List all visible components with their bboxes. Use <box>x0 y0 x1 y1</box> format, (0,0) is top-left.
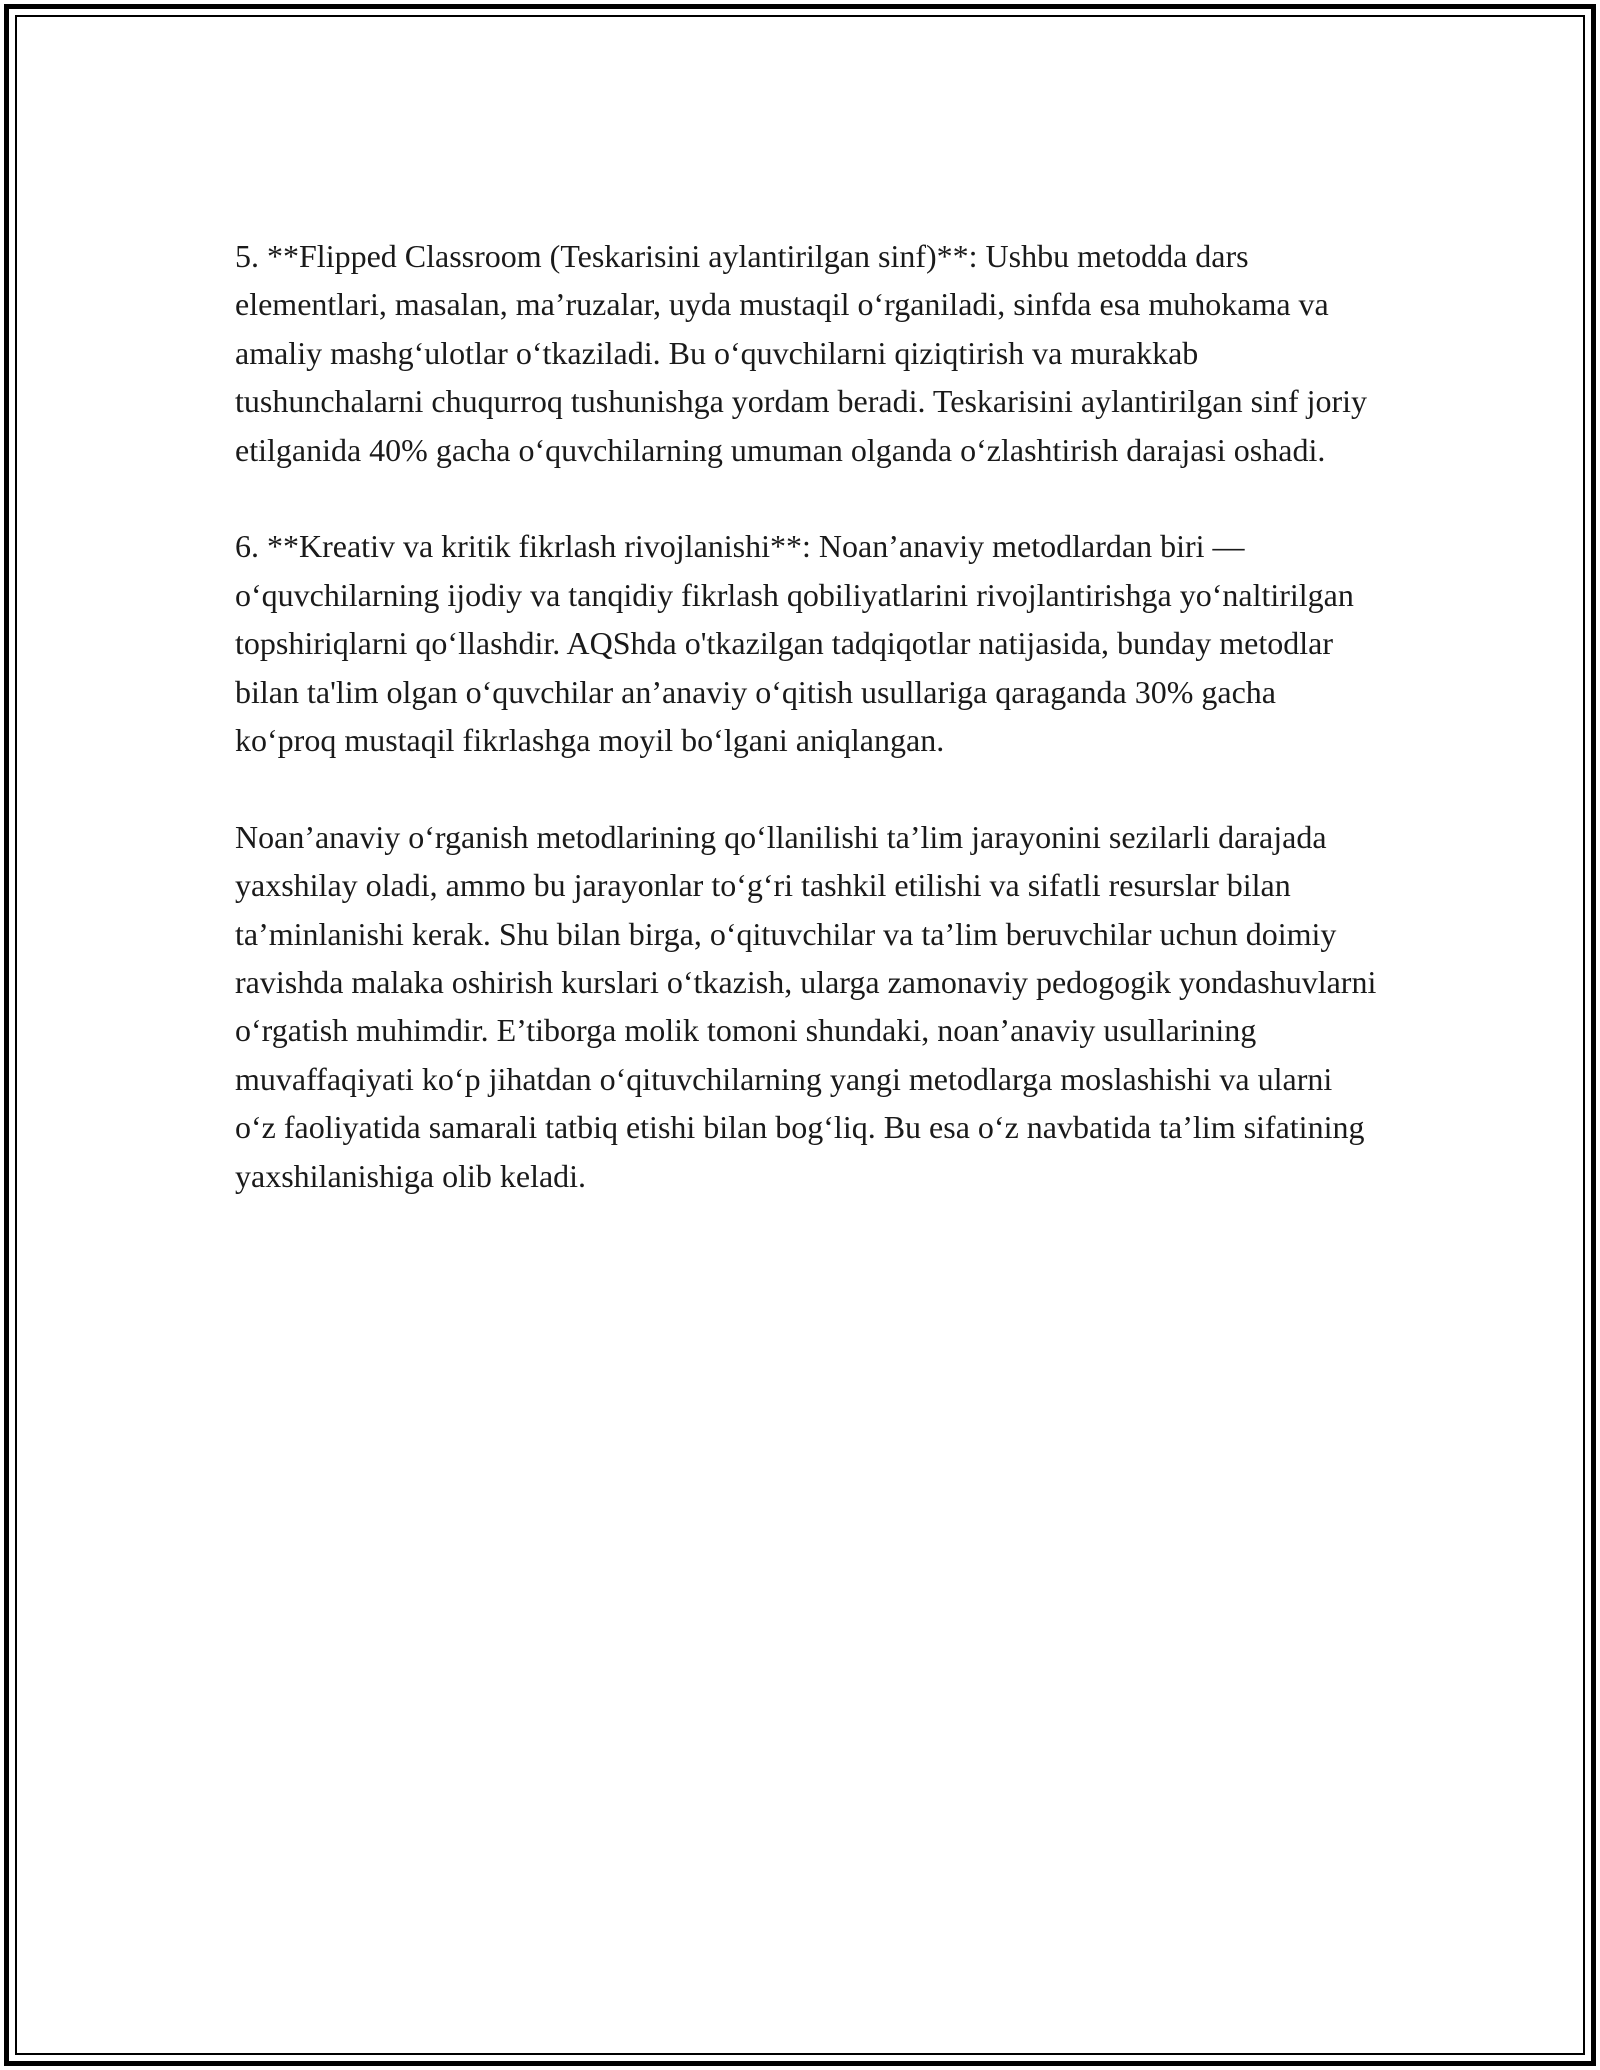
paragraph-flipped-classroom: 5. **Flipped Classroom (Teskarisini aylantirilgan sinf)**: Ushbu metodda dars elementlari, masalan, ma’ruzalar, uyda mustaqil o‘rganiladi, sinfda esa muhokama va amaliy mashg‘ulotlar o‘tkaziladi. Bu o‘quvchilarni qiziqtirish va murakkab tushunchalarni chuqurroq tushunishga yordam beradi. Teskarisini aylantirilgan sinf joriy etilganida 40% gacha o‘quvchilarning umuman olganda o‘zlashtirish darajasi oshadi. <box>235 238 1368 468</box>
paragraph-creative-critical-thinking: 6. **Kreativ va kritik fikrlash rivojlanishi**: Noan’anaviy metodlardan biri — o‘quvchilarning ijodiy va tanqidiy fikrlash qobiliyatlarini rivojlantirishga yo‘naltirilgan topshiriqlarni qo‘llashdir. AQShda o'tkazilgan tadqiqotlar natijasida, bunday metodlar bilan ta'lim olgan o‘quvchilar an’anaviy o‘qitish usullariga qaraganda 30% gacha ko‘proq mustaqil fikrlashga moyil bo‘lgani aniqlangan. <box>235 528 1354 759</box>
paragraph-conclusion: Noan’anaviy o‘rganish metodlarining qo‘llanilishi ta’lim jarayonini sezilarli darajada yaxshilay oladi, ammo bu jarayonlar to‘g‘ri tashkil etilishi va sifatli resurslar bilan ta’minlanishi kerak. Shu bilan birga, o‘qituvchilar va ta’lim beruvchilar uchun doimiy ravishda malaka oshirish kurslari o‘tkazish, ularga zamonaviy pedogogik yondashuvlarni o‘rgatish muhimdir. E’tiborga molik tomoni shundaki, noan’anaviy usullarining muvaffaqiyati ko‘p jihatdan o‘qituvchilarning yangi metodlarga moslashishi va ularni o‘z faoliyatida samarali tatbiq etishi bilan bog‘liq. Bu esa o‘z navbatida ta’lim sifatining yaxshilanishiga olib keladi. <box>235 818 1377 1194</box>
document-body <box>235 232 1380 1248</box>
